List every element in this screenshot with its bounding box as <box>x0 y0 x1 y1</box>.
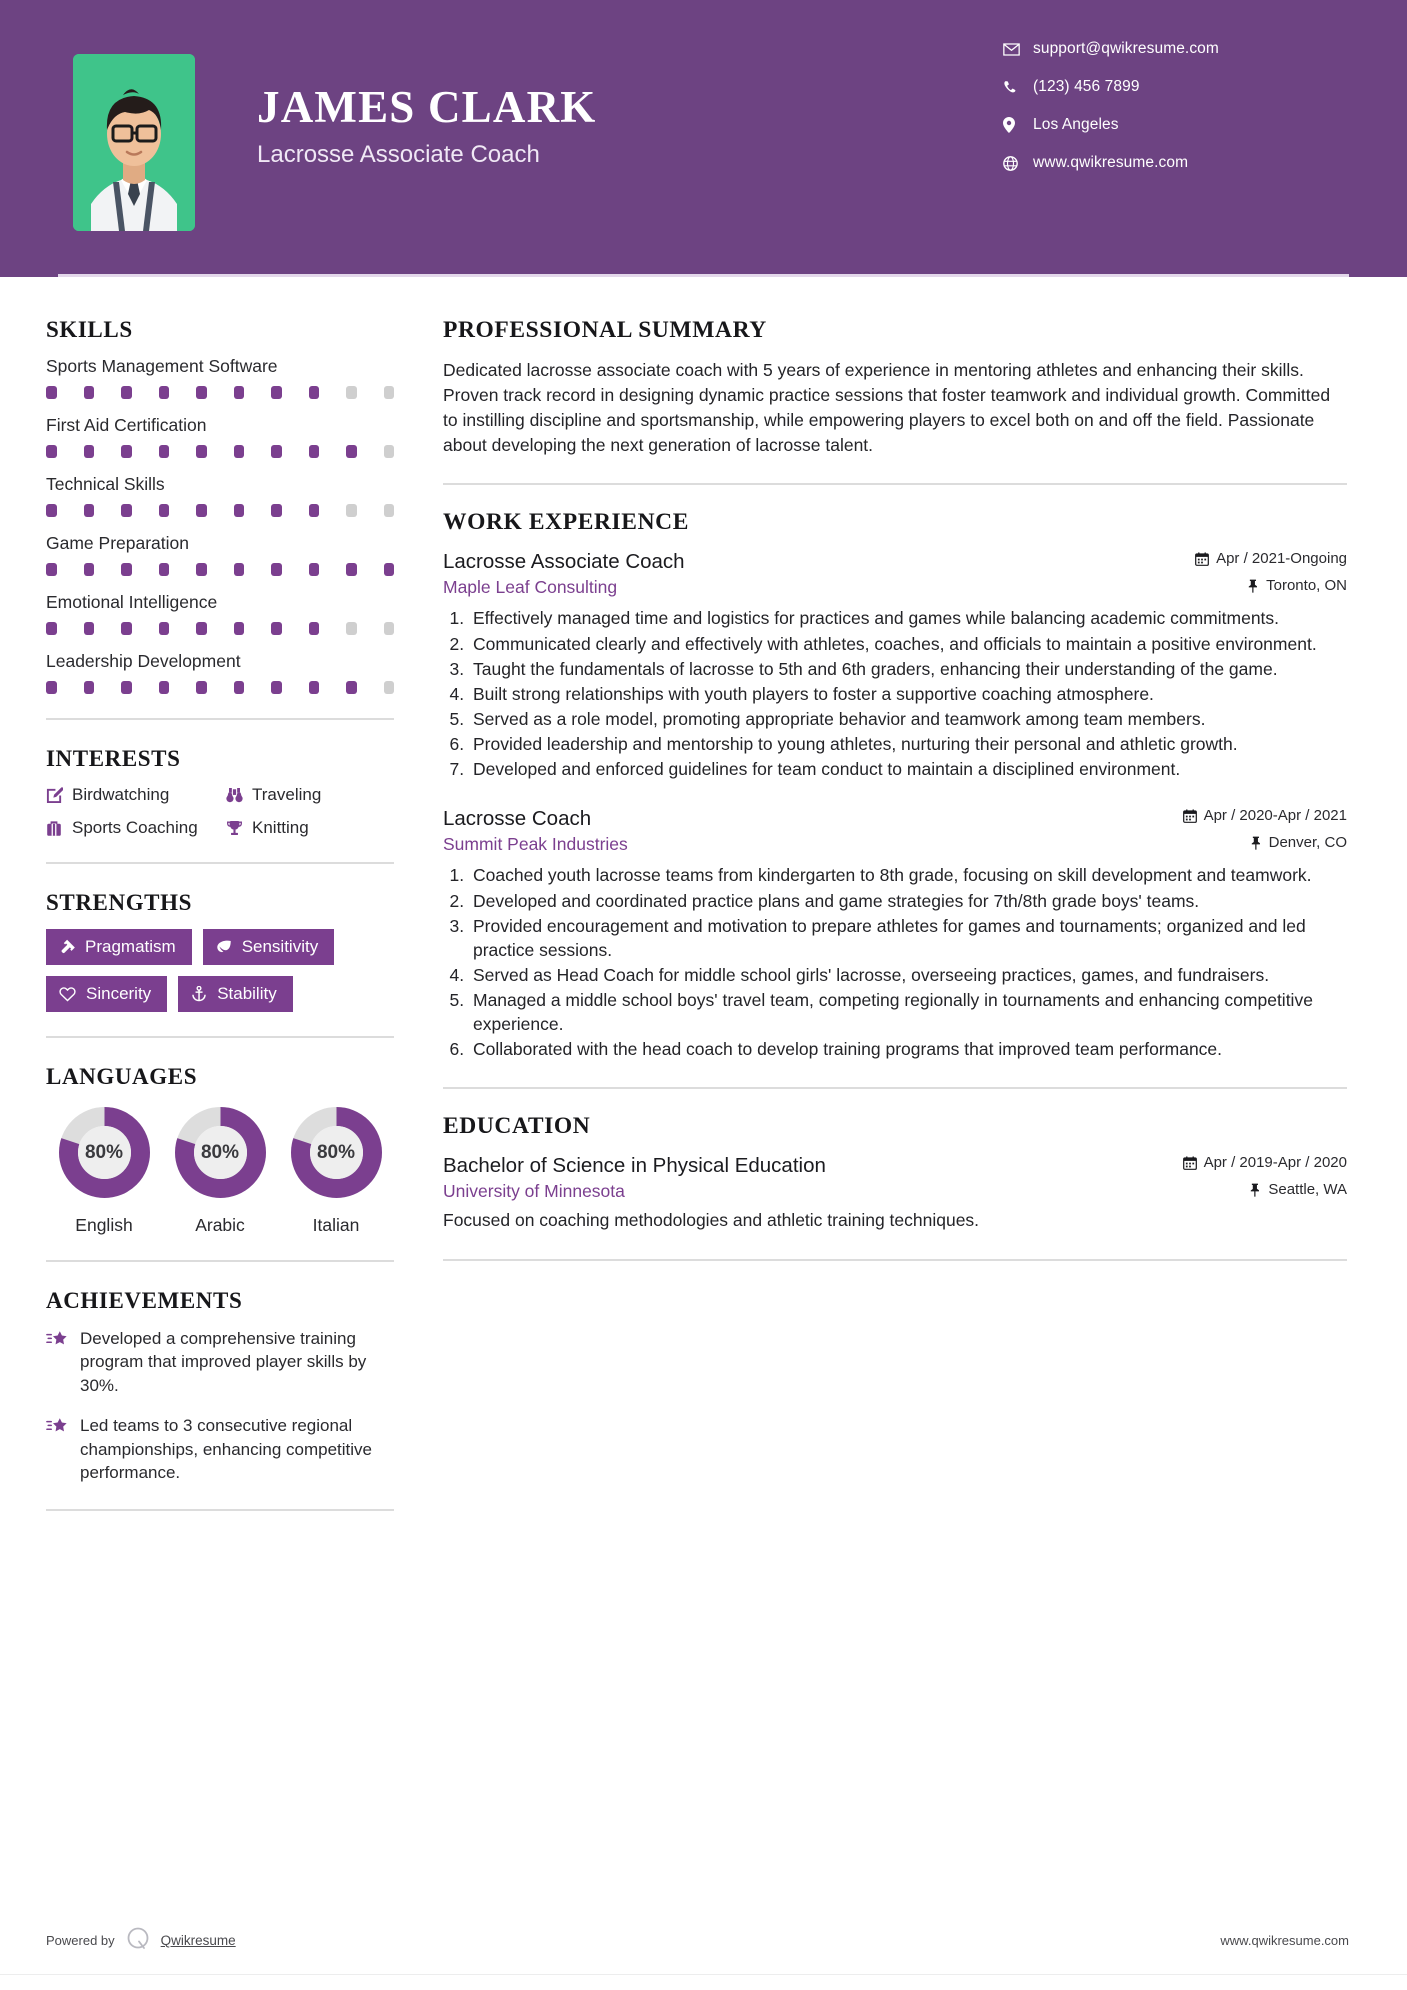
languages-heading: LANGUAGES <box>46 1064 198 1089</box>
education-list <box>443 1154 1347 1233</box>
job-company: Summit Peak Industries <box>443 834 628 855</box>
job-bullet-list <box>469 606 1347 781</box>
sidebar <box>0 277 400 1537</box>
language-label: English <box>75 1215 133 1235</box>
interests-heading: INTERESTS <box>46 746 181 771</box>
interest-label: Knitting <box>252 818 309 837</box>
skill-dot-filled <box>234 681 245 694</box>
section-strengths <box>46 890 394 1012</box>
section-education <box>443 1113 1347 1233</box>
skill-item <box>46 592 394 635</box>
job-date <box>1195 550 1347 567</box>
skill-item <box>46 533 394 576</box>
strength-badge-sensitivity[interactable] <box>203 929 335 965</box>
strength-label: Sincerity <box>86 984 152 1003</box>
divider <box>46 1509 394 1511</box>
powered-by-label: Powered by <box>46 1933 115 1948</box>
job-location <box>1250 834 1347 851</box>
job-role: Lacrosse Coach <box>443 807 592 831</box>
school-name: University of Minnesota <box>443 1181 625 1202</box>
job-header <box>443 807 1347 831</box>
briefcase-icon <box>46 820 72 837</box>
contact-list <box>1003 40 1343 192</box>
job-bullet-list <box>469 863 1347 1061</box>
interests-row <box>46 785 394 805</box>
job-date-text: Apr / 2020-Apr / 2021 <box>1203 807 1347 825</box>
skill-dot-filled <box>346 563 357 576</box>
resume-header <box>0 0 1407 277</box>
strength-label: Pragmatism <box>85 937 176 956</box>
job-bullet: 1. Coached youth lacrosse teams from kindergarten to 8th grade, focusing on skill development and teamwork. <box>469 863 1347 887</box>
interest-item <box>226 818 309 838</box>
binoculars-icon <box>226 787 252 804</box>
skill-dot-filled <box>159 622 170 635</box>
strength-badge-pragmatism[interactable] <box>46 929 192 965</box>
contact-phone-text: (123) 456 7899 <box>1033 78 1140 95</box>
job-bullet: 2. Developed and coordinated practice plans and game strategies for 7th/8th grade boys' teams. <box>469 889 1347 913</box>
calendar-icon <box>1183 809 1197 823</box>
skill-dot-filled <box>159 563 170 576</box>
skill-item <box>46 415 394 458</box>
achievement-item <box>46 1414 394 1484</box>
skill-dot-filled <box>196 622 207 635</box>
job-bullet: 4. Built strong relationships with youth players to foster a supportive coaching atmosphere. <box>469 682 1347 706</box>
education-subheader <box>443 1181 1347 1202</box>
name-block <box>195 54 596 169</box>
section-interests <box>46 746 394 838</box>
skill-dot-filled <box>159 445 170 458</box>
skill-dot-empty <box>346 504 357 517</box>
skill-item <box>46 651 394 694</box>
education-header <box>443 1154 1347 1178</box>
skill-dot-filled <box>46 504 57 517</box>
skill-dot-empty <box>384 622 395 635</box>
skill-dot-filled <box>46 681 57 694</box>
shooting-star-icon <box>46 1327 80 1397</box>
shooting-star-icon <box>46 1414 80 1484</box>
skill-rating <box>46 445 394 458</box>
job-subheader <box>443 577 1347 598</box>
qwikresume-link[interactable]: Qwikresume <box>160 1933 236 1948</box>
job-bullet: 5. Served as a role model, promoting appropriate behavior and teamwork among team members. <box>469 707 1347 731</box>
language-donut-chart <box>171 1103 270 1202</box>
footer-url: www.qwikresume.com <box>1220 1933 1349 1948</box>
job-location <box>1247 577 1347 594</box>
language-item <box>278 1103 394 1236</box>
section-skills <box>46 317 394 694</box>
pushpin-icon <box>1250 836 1262 850</box>
skill-dot-filled <box>121 386 132 399</box>
skill-label: Sports Management Software <box>46 356 278 376</box>
avatar-illustration <box>73 54 195 231</box>
job-bullet: 6. Provided leadership and mentorship to young athletes, nurturing their personal and athletic growth. <box>469 732 1347 756</box>
pushpin-icon <box>1247 579 1259 593</box>
resume-body <box>0 277 1407 1537</box>
jobs-list <box>443 550 1347 1061</box>
strengths-row <box>46 929 394 965</box>
skill-dot-filled <box>271 563 282 576</box>
skill-dot-filled <box>234 504 245 517</box>
skill-dot-filled <box>271 445 282 458</box>
work-heading: WORK EXPERIENCE <box>443 509 689 536</box>
skill-dot-filled <box>196 445 207 458</box>
skill-dot-empty <box>346 622 357 635</box>
language-item <box>46 1103 162 1236</box>
skill-dot-filled <box>196 563 207 576</box>
divider <box>443 1087 1347 1089</box>
contact-email-text: support@qwikresume.com <box>1033 40 1219 57</box>
skill-dot-filled <box>309 386 320 399</box>
skill-dot-filled <box>84 622 95 635</box>
achievements-heading: ACHIEVEMENTS <box>46 1288 243 1313</box>
achievement-item <box>46 1327 394 1397</box>
summary-text: Dedicated lacrosse associate coach with 5 years of experience in mentoring athletes and enhancing their skills. Proven track record in designing dynamic practice sessions that foster teamwork and individual growth. Committed to instilling discipline and sportsmanship, while empowering players to excel both on and off the field. Passionate about developing the next generation of lacrosse talent. <box>443 360 1331 455</box>
job-company: Maple Leaf Consulting <box>443 577 618 598</box>
skill-dot-filled <box>196 681 207 694</box>
education-heading: EDUCATION <box>443 1113 591 1140</box>
main-column <box>400 277 1407 1537</box>
contact-phone[interactable] <box>1003 78 1343 96</box>
skill-dot-filled <box>271 622 282 635</box>
skill-dot-filled <box>271 681 282 694</box>
job-bullet: 5. Managed a middle school boys' travel team, competing regionally in tournaments and enhancing competitive experience. <box>469 988 1347 1036</box>
interest-item <box>226 785 321 805</box>
section-summary <box>443 317 1347 457</box>
interests-grid <box>46 785 394 838</box>
skill-dot-empty <box>384 504 395 517</box>
skill-dot-filled <box>271 386 282 399</box>
languages-list <box>46 1103 394 1236</box>
divider <box>443 483 1347 485</box>
pushpin-icon <box>1249 1183 1261 1197</box>
skill-dot-filled <box>346 681 357 694</box>
skill-dot-filled <box>234 386 245 399</box>
trophy-icon <box>226 820 252 837</box>
skill-dot-filled <box>46 563 57 576</box>
qwikresume-logo-icon <box>125 1926 151 1955</box>
strengths-row <box>46 976 394 1012</box>
skill-dot-filled <box>159 681 170 694</box>
interest-label: Sports Coaching <box>72 818 198 837</box>
education-description: Focused on coaching methodologies and athletic training techniques. <box>443 1210 980 1231</box>
skill-rating <box>46 386 394 399</box>
contact-website-text: www.qwikresume.com <box>1033 154 1189 171</box>
job-bullet: 3. Provided encouragement and motivation to prepare athletes for games and tournaments; organized and led practice sessions. <box>469 914 1347 962</box>
header-underline <box>58 274 1349 277</box>
skill-rating <box>46 681 394 694</box>
contact-email[interactable] <box>1003 40 1343 58</box>
skill-dot-filled <box>309 622 320 635</box>
candidate-title: Lacrosse Associate Coach <box>257 141 540 169</box>
skill-dot-filled <box>271 504 282 517</box>
education-location-text: Seattle, WA <box>1268 1181 1347 1199</box>
heart-icon <box>59 986 76 1002</box>
language-percent: 80% <box>200 1141 240 1163</box>
avatar <box>73 54 195 231</box>
job-bullet: 2. Communicated clearly and effectively with athletes, coaches, and officials to maintain a positive environment. <box>469 632 1347 656</box>
skill-dot-filled <box>234 445 245 458</box>
job-location-text: Toronto, ON <box>1266 577 1347 595</box>
map-pin-icon <box>1003 117 1029 133</box>
skills-heading: SKILLS <box>46 317 133 342</box>
job-role: Lacrosse Associate Coach <box>443 550 685 574</box>
leaf-icon <box>216 939 232 955</box>
contact-location-text: Los Angeles <box>1033 116 1119 133</box>
strengths-heading: STRENGTHS <box>46 890 193 915</box>
language-label: Arabic <box>195 1215 245 1235</box>
skill-dot-filled <box>46 386 57 399</box>
skill-dot-filled <box>234 622 245 635</box>
powered-by <box>46 1926 236 1955</box>
language-item <box>162 1103 278 1236</box>
degree-title: Bachelor of Science in Physical Education <box>443 1154 826 1178</box>
phone-icon <box>1003 80 1029 95</box>
education-date-text: Apr / 2019-Apr / 2020 <box>1203 1154 1347 1172</box>
calendar-icon <box>1183 1156 1197 1170</box>
skill-label: Technical Skills <box>46 474 165 494</box>
skill-dot-filled <box>84 681 95 694</box>
skill-dot-filled <box>46 622 57 635</box>
skill-dot-empty <box>384 681 395 694</box>
job-date-text: Apr / 2021-Ongoing <box>1216 550 1347 568</box>
anchor-icon <box>191 986 207 1002</box>
education-entry <box>443 1154 1347 1233</box>
language-label: Italian <box>312 1215 360 1235</box>
divider <box>443 1259 1347 1261</box>
contact-website[interactable] <box>1003 154 1343 172</box>
skill-dot-filled <box>309 563 320 576</box>
skill-dot-filled <box>196 386 207 399</box>
divider <box>46 1260 394 1262</box>
interest-item <box>46 818 226 838</box>
hammer-icon <box>59 939 75 955</box>
strength-label: Sensitivity <box>241 937 319 956</box>
skill-item <box>46 356 394 399</box>
skill-dot-filled <box>84 563 95 576</box>
language-donut-chart <box>287 1103 386 1202</box>
strength-badge-sincerity[interactable] <box>46 976 167 1012</box>
skill-dot-filled <box>384 563 395 576</box>
skill-dot-filled <box>159 386 170 399</box>
job-location-text: Denver, CO <box>1268 834 1347 852</box>
skill-dot-filled <box>121 563 132 576</box>
skill-label: Game Preparation <box>46 533 189 553</box>
achievement-text: Developed a comprehensive training program that improved player skills by 30%. <box>80 1329 367 1395</box>
skill-dot-filled <box>121 681 132 694</box>
skill-dot-filled <box>159 504 170 517</box>
skill-dot-filled <box>84 445 95 458</box>
education-date <box>1183 1154 1347 1171</box>
language-percent: 80% <box>316 1141 356 1163</box>
section-achievements <box>46 1288 394 1485</box>
job-entry <box>443 550 1347 781</box>
candidate-name: JAMES CLARK <box>257 82 597 132</box>
footer <box>0 1870 1407 1990</box>
language-percent: 80% <box>84 1141 124 1163</box>
skill-item <box>46 474 394 517</box>
strength-badge-stability[interactable] <box>178 976 293 1012</box>
skill-dot-filled <box>234 563 245 576</box>
skill-dot-filled <box>121 622 132 635</box>
divider <box>46 862 394 864</box>
divider <box>46 718 394 720</box>
skill-dot-filled <box>121 445 132 458</box>
interest-label: Traveling <box>252 785 322 804</box>
skill-rating <box>46 622 394 635</box>
strength-label: Stability <box>217 984 277 1003</box>
skill-rating <box>46 563 394 576</box>
education-location <box>1249 1181 1347 1198</box>
language-donut-chart <box>55 1103 154 1202</box>
achievement-text: Led teams to 3 consecutive regional championships, enhancing competitive performance. <box>80 1416 373 1483</box>
page-bottom-edge <box>0 1974 1407 1990</box>
job-subheader <box>443 834 1347 855</box>
job-entry <box>443 807 1347 1061</box>
skill-dot-filled <box>196 504 207 517</box>
skill-dot-filled <box>309 681 320 694</box>
contact-location <box>1003 116 1343 134</box>
job-bullet: 7. Developed and enforced guidelines for team conduct to maintain a disciplined environment. <box>469 757 1347 781</box>
skill-dot-filled <box>84 504 95 517</box>
skill-rating <box>46 504 394 517</box>
skill-label: Leadership Development <box>46 651 241 671</box>
skill-dot-empty <box>346 386 357 399</box>
divider <box>46 1036 394 1038</box>
job-bullet: 1. Effectively managed time and logistics for practices and games while balancing academic commitments. <box>469 606 1347 630</box>
job-date <box>1183 807 1347 824</box>
envelope-icon <box>1003 43 1029 56</box>
section-work-experience <box>443 509 1347 1061</box>
skill-dot-empty <box>384 386 395 399</box>
interests-row <box>46 818 394 838</box>
skill-dot-filled <box>121 504 132 517</box>
section-languages <box>46 1064 394 1236</box>
interest-label: Birdwatching <box>72 785 170 804</box>
skill-dot-filled <box>309 445 320 458</box>
skill-dot-filled <box>346 445 357 458</box>
skill-dot-filled <box>84 386 95 399</box>
skill-label: First Aid Certification <box>46 415 207 435</box>
calendar-icon <box>1195 552 1209 566</box>
summary-heading: PROFESSIONAL SUMMARY <box>443 317 767 343</box>
job-bullet: 6. Collaborated with the head coach to develop training programs that improved team performance. <box>469 1037 1347 1061</box>
interest-item <box>46 785 226 805</box>
skill-label: Emotional Intelligence <box>46 592 218 612</box>
skill-dot-empty <box>384 445 395 458</box>
globe-icon <box>1003 156 1029 171</box>
skills-list <box>46 356 394 694</box>
skill-dot-filled <box>46 445 57 458</box>
header-identity <box>0 54 596 231</box>
note-pencil-icon <box>46 787 72 804</box>
job-header <box>443 550 1347 574</box>
skill-dot-filled <box>309 504 320 517</box>
job-bullet: 3. Taught the fundamentals of lacrosse to 5th and 6th graders, enhancing their understanding of the game. <box>469 657 1347 681</box>
job-bullet: 4. Served as Head Coach for middle school girls' lacrosse, overseeing practices, games, and fundraisers. <box>469 963 1347 987</box>
